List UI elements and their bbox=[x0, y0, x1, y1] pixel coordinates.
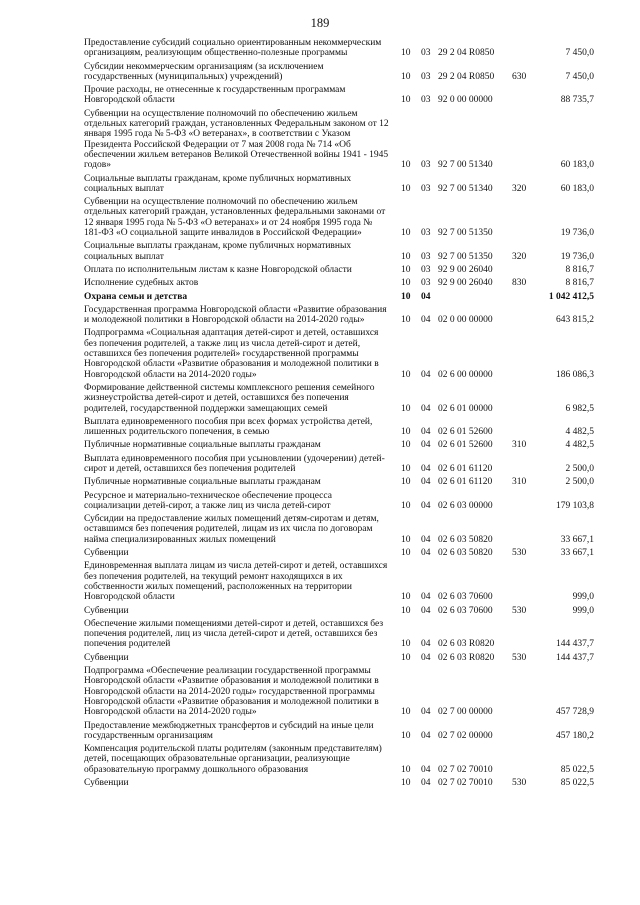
row-subsection: 04 bbox=[421, 500, 431, 511]
row-description: Публичные нормативные социальные выплаты гражданам bbox=[84, 477, 321, 488]
row-description: Государственная программа Новгородской области «Развитие образования и молодежной политики в Новгородской области на 2014-2020 годы» bbox=[84, 304, 387, 326]
row-target-code: 02 6 00 00000 bbox=[438, 369, 493, 380]
row-description: Охрана семьи и детства bbox=[84, 291, 188, 302]
row-description: Публичные нормативные социальные выплаты гражданам bbox=[84, 440, 321, 451]
row-description: Выплата единовременного пособия при всех формах устройства детей, лишенных родительского попечения, в семью bbox=[84, 416, 373, 438]
row-description: Социальные выплаты гражданам, кроме публичных нормативных социальных выплат bbox=[84, 173, 352, 194]
row-subsection: 04 bbox=[421, 315, 431, 326]
table-row bbox=[0, 328, 640, 379]
row-amount: 186 086,3 bbox=[556, 369, 594, 380]
row-subsection: 03 bbox=[421, 251, 431, 262]
row-amount: 60 183,0 bbox=[560, 160, 594, 171]
row-target-code: 02 6 01 00000 bbox=[438, 403, 493, 414]
row-description: Исполнение судебных актов bbox=[84, 278, 199, 289]
row-section: 10 bbox=[401, 463, 411, 474]
row-subsection: 04 bbox=[421, 463, 431, 474]
row-section: 10 bbox=[401, 605, 411, 616]
row-subsection: 04 bbox=[421, 764, 431, 775]
table-row bbox=[0, 606, 640, 616]
row-description: Единовременная выплата лицам из числа детей-сирот и детей, оставшихся без попечения родителей, на текущий ремонт находящихся в их собственности жилых помещений, расположенных на территории Новгородской области bbox=[84, 561, 388, 603]
row-expense-type: 310 bbox=[512, 477, 527, 488]
row-section: 10 bbox=[401, 71, 411, 82]
row-amount: 999,0 bbox=[572, 605, 594, 616]
row-amount: 144 437,7 bbox=[556, 652, 594, 663]
row-description: Формирование действенной системы комплексного решения семейного жизнеустройства детей-сирот и детей, оставшихся без попечения родителей, государственной поддержки замещающих семей bbox=[84, 382, 375, 414]
row-description: Оплата по исполнительным листам к казне Новгородской области bbox=[84, 264, 352, 275]
row-description: Предоставление межбюджетных трансфертов и субсидий на иные цели государственным организациям bbox=[84, 720, 374, 741]
row-amount: 2 500,0 bbox=[565, 477, 594, 488]
row-description: Подпрограмма «Социальная адаптация детей-сирот и детей, оставшихся без попечения родителей, а также лиц из числа детей-сирот и детей, оставшихся без попечения родителей» государственной программы Новгородской области «Развитие образования и молодежной политики в Новгородской области на 2014-2020 годы» bbox=[84, 328, 379, 380]
row-amount: 85 022,5 bbox=[560, 764, 594, 775]
row-description: Субвенции bbox=[84, 605, 129, 616]
row-subsection: 04 bbox=[421, 778, 431, 788]
row-description: Субвенции bbox=[84, 778, 129, 788]
row-expense-type: 530 bbox=[512, 778, 527, 788]
row-target-code: 02 6 03 70600 bbox=[438, 592, 493, 603]
row-section: 10 bbox=[401, 264, 411, 275]
row-target-code: 92 9 00 26040 bbox=[438, 278, 493, 289]
row-section: 10 bbox=[401, 160, 411, 171]
table-row bbox=[0, 197, 640, 238]
row-target-code: 02 6 03 R0820 bbox=[438, 652, 495, 663]
row-section: 10 bbox=[401, 228, 411, 239]
row-expense-type: 530 bbox=[512, 652, 527, 663]
row-subsection: 04 bbox=[421, 605, 431, 616]
table-row bbox=[0, 454, 640, 475]
row-subsection: 03 bbox=[421, 228, 431, 239]
table-row bbox=[0, 514, 640, 545]
table-row bbox=[0, 174, 640, 195]
table-row bbox=[0, 62, 640, 83]
row-section: 10 bbox=[401, 369, 411, 380]
row-amount: 33 667,1 bbox=[560, 548, 594, 559]
row-description: Субвенции на осуществление полномочий по обеспечению жильем отдельных категорий граждан, установленных федеральными законами от 12 января 1995 года № 5-ФЗ «О ветеранах» и от 24 ноября 1995 года № 181-ФЗ «О социальной защите инвалидов в Российской Федерации» bbox=[84, 197, 386, 239]
row-description: Социальные выплаты гражданам, кроме публичных нормативных социальных выплат bbox=[84, 241, 352, 262]
row-amount: 6 982,5 bbox=[565, 403, 594, 414]
row-target-code: 02 0 00 00000 bbox=[438, 315, 493, 326]
row-expense-type: 320 bbox=[512, 251, 527, 262]
row-subsection: 04 bbox=[421, 592, 431, 603]
row-target-code: 02 6 03 50820 bbox=[438, 534, 493, 545]
row-amount: 4 482,5 bbox=[565, 427, 594, 438]
row-subsection: 03 bbox=[421, 278, 431, 289]
table-row bbox=[0, 292, 640, 302]
row-section: 10 bbox=[401, 427, 411, 438]
row-description: Прочие расходы, не отнесенные к государственным программам Новгородской области bbox=[84, 85, 346, 106]
row-description: Компенсация родительской платы родителям (законным представителям) детей, посещающих образовательные организации, реализующие образовательную программу дошкольного образования bbox=[84, 744, 382, 775]
row-target-code: 29 2 04 R0850 bbox=[438, 71, 495, 82]
row-target-code: 02 6 01 61120 bbox=[438, 477, 493, 488]
row-target-code: 02 7 02 00000 bbox=[438, 730, 493, 741]
row-target-code: 92 7 00 51340 bbox=[438, 160, 493, 171]
row-subsection: 03 bbox=[421, 48, 431, 59]
row-section: 10 bbox=[401, 95, 411, 106]
row-amount: 85 022,5 bbox=[560, 778, 594, 788]
row-amount: 179 103,8 bbox=[556, 500, 594, 511]
row-section: 10 bbox=[401, 183, 411, 194]
row-target-code: 92 9 00 26040 bbox=[438, 264, 493, 275]
row-target-code: 92 7 00 51350 bbox=[438, 228, 493, 239]
table-row bbox=[0, 561, 640, 602]
row-amount: 19 736,0 bbox=[560, 251, 594, 262]
row-amount: 88 735,7 bbox=[560, 95, 594, 106]
row-target-code: 02 6 01 52600 bbox=[438, 427, 493, 438]
row-target-code: 02 6 03 50820 bbox=[438, 548, 493, 559]
row-subsection: 04 bbox=[421, 730, 431, 741]
row-target-code: 02 7 00 00000 bbox=[438, 707, 493, 718]
row-description: Обеспечение жилыми помещениями детей-сирот и детей, оставшихся без попечения родителей, лиц из числа детей-сирот и детей, оставшихся без попечения родителей bbox=[84, 618, 384, 650]
row-section: 10 bbox=[401, 291, 411, 302]
row-section: 10 bbox=[401, 652, 411, 663]
row-subsection: 04 bbox=[421, 369, 431, 380]
row-subsection: 04 bbox=[421, 534, 431, 545]
table-row bbox=[0, 241, 640, 262]
row-amount: 144 437,7 bbox=[556, 639, 594, 650]
row-description: Субвенции bbox=[84, 652, 129, 663]
table-row bbox=[0, 721, 640, 742]
row-description: Выплата единовременного пособия при усыновлении (удочерении) детей-сирот и детей, оставшихся без попечения родителей bbox=[84, 453, 385, 474]
row-section: 10 bbox=[401, 403, 411, 414]
row-amount: 999,0 bbox=[572, 592, 594, 603]
row-expense-type: 310 bbox=[512, 440, 527, 451]
row-subsection: 03 bbox=[421, 95, 431, 106]
row-target-code: 92 0 00 00000 bbox=[438, 95, 493, 106]
table-row bbox=[0, 383, 640, 414]
row-amount: 8 816,7 bbox=[565, 278, 594, 289]
table-row bbox=[0, 653, 640, 663]
row-description: Предоставление субсидий социально ориентированным некоммерческим организациям, реализующим общественно-полезные программы bbox=[84, 38, 382, 59]
row-section: 10 bbox=[401, 315, 411, 326]
row-amount: 457 180,2 bbox=[556, 730, 594, 741]
page-number: 189 bbox=[310, 16, 330, 30]
row-description: Подпрограмма «Обеспечение реализации государственной программы Новгородской области «Развитие образования и молодежной политики в Новгородской области на 2014-2020 годы» государственной программы Новгородской области «Развитие образования и молодежной политики в Новгородской области на 2014-2020 годы» bbox=[84, 666, 379, 718]
table-row bbox=[0, 109, 640, 171]
row-target-code: 92 7 00 51340 bbox=[438, 183, 493, 194]
row-subsection: 03 bbox=[421, 183, 431, 194]
row-subsection: 04 bbox=[421, 403, 431, 414]
row-expense-type: 830 bbox=[512, 278, 527, 289]
table-row bbox=[0, 278, 640, 288]
table-row bbox=[0, 778, 640, 788]
row-subsection: 03 bbox=[421, 160, 431, 171]
row-target-code: 29 2 04 R0850 bbox=[438, 48, 495, 59]
budget-table bbox=[0, 38, 640, 791]
row-target-code: 02 7 02 70010 bbox=[438, 778, 493, 788]
row-amount: 8 816,7 bbox=[565, 264, 594, 275]
row-subsection: 04 bbox=[421, 427, 431, 438]
row-subsection: 04 bbox=[421, 477, 431, 488]
table-row bbox=[0, 548, 640, 558]
row-section: 10 bbox=[401, 764, 411, 775]
row-target-code: 92 7 00 51350 bbox=[438, 251, 493, 262]
row-amount: 19 736,0 bbox=[560, 228, 594, 239]
row-section: 10 bbox=[401, 278, 411, 289]
row-amount: 4 482,5 bbox=[565, 440, 594, 451]
row-section: 10 bbox=[401, 500, 411, 511]
row-target-code: 02 6 03 00000 bbox=[438, 500, 493, 511]
row-subsection: 04 bbox=[421, 291, 431, 302]
row-section: 10 bbox=[401, 48, 411, 59]
row-subsection: 04 bbox=[421, 707, 431, 718]
table-row bbox=[0, 305, 640, 326]
row-description: Субсидии некоммерческим организациям (за исключением государственных (муниципальных) учреждений) bbox=[84, 61, 324, 82]
row-section: 10 bbox=[401, 778, 411, 788]
table-row bbox=[0, 477, 640, 487]
row-target-code: 02 7 02 70010 bbox=[438, 764, 493, 775]
row-subsection: 04 bbox=[421, 652, 431, 663]
row-description: Субсидии на предоставление жилых помещений детям-сиротам и детям, оставшимся без попечения родителей, лицам из их числа по договорам найма специализированных жилых помещений bbox=[84, 514, 379, 545]
row-target-code: 02 6 03 R0820 bbox=[438, 639, 495, 650]
row-expense-type: 530 bbox=[512, 605, 527, 616]
row-expense-type: 630 bbox=[512, 71, 527, 82]
row-target-code: 02 6 03 70600 bbox=[438, 605, 493, 616]
row-expense-type: 320 bbox=[512, 183, 527, 194]
row-section: 10 bbox=[401, 730, 411, 741]
row-section: 10 bbox=[401, 534, 411, 545]
row-expense-type: 530 bbox=[512, 548, 527, 559]
row-section: 10 bbox=[401, 639, 411, 650]
table-row bbox=[0, 440, 640, 450]
table-row bbox=[0, 85, 640, 106]
row-description: Ресурсное и материально-техническое обеспечение процесса социализации детей-сирот, а также лиц из числа детей-сирот bbox=[84, 490, 332, 511]
row-amount: 7 450,0 bbox=[565, 71, 594, 82]
row-section: 10 bbox=[401, 548, 411, 559]
table-row bbox=[0, 744, 640, 775]
row-subsection: 04 bbox=[421, 639, 431, 650]
row-section: 10 bbox=[401, 440, 411, 451]
row-section: 10 bbox=[401, 251, 411, 262]
row-section: 10 bbox=[401, 477, 411, 488]
row-subsection: 04 bbox=[421, 440, 431, 451]
row-amount: 2 500,0 bbox=[565, 463, 594, 474]
table-row bbox=[0, 265, 640, 275]
row-subsection: 03 bbox=[421, 71, 431, 82]
row-amount: 643 815,2 bbox=[556, 315, 594, 326]
row-description: Субвенции на осуществление полномочий по обеспечению жильем отдельных категорий граждан, установленных Федеральным законом от 12 января 1995 года № 5-ФЗ «О ветеранах», в соответствии с Указом Президента Российской Федерации от 7 мая 2008 года № 714 «Об обеспечении жильем ветеранов Великой Отечественной войны 1941 - 1945 годов» bbox=[84, 108, 389, 171]
row-target-code: 02 6 01 61120 bbox=[438, 463, 493, 474]
row-amount: 60 183,0 bbox=[560, 183, 594, 194]
row-amount: 1 042 412,5 bbox=[548, 291, 594, 302]
row-description: Субвенции bbox=[84, 548, 129, 559]
row-section: 10 bbox=[401, 707, 411, 718]
row-subsection: 04 bbox=[421, 548, 431, 559]
table-row bbox=[0, 417, 640, 438]
row-subsection: 03 bbox=[421, 264, 431, 275]
row-amount: 7 450,0 bbox=[565, 48, 594, 59]
row-amount: 457 728,9 bbox=[556, 707, 594, 718]
row-target-code: 02 6 01 52600 bbox=[438, 440, 493, 451]
table-row bbox=[0, 666, 640, 717]
table-row bbox=[0, 491, 640, 512]
table-row bbox=[0, 38, 640, 59]
table-row bbox=[0, 619, 640, 650]
row-amount: 33 667,1 bbox=[560, 534, 594, 545]
row-section: 10 bbox=[401, 592, 411, 603]
